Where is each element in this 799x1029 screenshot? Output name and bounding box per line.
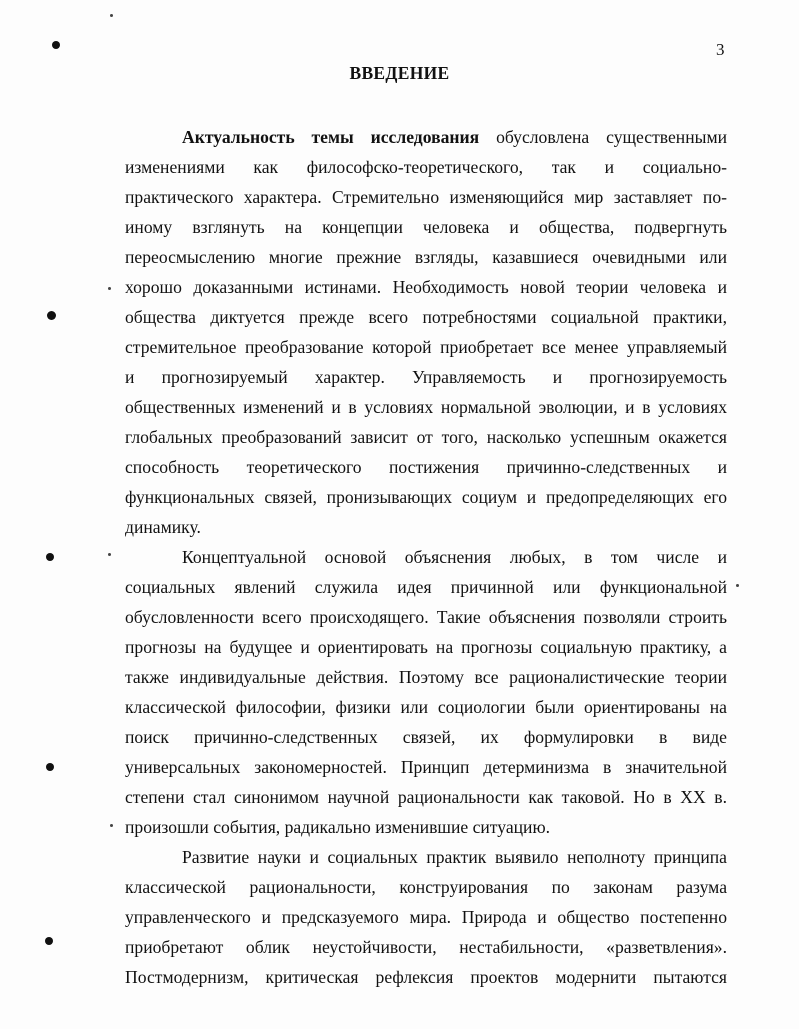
paragraph-1-line-1-rest: обусловлена существенными: [479, 127, 728, 147]
paragraph-3-line-1: Развитие науки и социальных практик выявило неполноту принципа: [182, 847, 727, 867]
paragraph-2-line-5: также индивидуальные действия. Поэтому все рационалистические теории: [125, 667, 727, 687]
paragraph-1-line-1: [182, 126, 727, 148]
paragraph-2-line-1: Концептуальной основой объяснения любых, в том числе и: [182, 547, 727, 567]
paragraph-1-line-7: общества диктуется прежде всего потребностями социальной практики,: [125, 307, 727, 327]
paragraph-2-line-10: произошли события, радикально изменившие ситуацию.: [125, 817, 551, 837]
scan-mark: [46, 763, 54, 771]
scan-speck: [110, 824, 113, 827]
paragraph-3-line-5: Постмодернизм, критическая рефлексия проектов модернити пытаются: [125, 967, 727, 987]
paragraph-1-line-6: хорошо доказанными истинами. Необходимость новой теории человека и: [125, 277, 727, 297]
paragraph-1-line-11: глобальных преобразований зависит от того, насколько успешным окажется: [125, 427, 727, 447]
paragraph-1-line-2: изменениями как философско-теоретического, так и социально-: [125, 157, 727, 177]
paragraph-1-line-4: иному взглянуть на концепции человека и общества, подвергнуть: [125, 217, 727, 237]
topic-relevance-term: Актуальность темы исследования: [182, 127, 480, 147]
paragraph-2-line-6: классической философии, физики или социологии были ориентированы на: [125, 697, 727, 717]
paragraph-1-line-9: и прогнозируемый характер. Управляемость и прогнозируемость: [125, 367, 727, 387]
scan-mark: [45, 937, 53, 945]
scan-speck: [108, 287, 111, 290]
paragraph-1-line-3: практического характера. Стремительно изменяющийся мир заставляет по-: [125, 187, 727, 207]
paragraph-2-line-4: прогнозы на будущее и ориентировать на прогнозы социальную практику, а: [125, 637, 727, 657]
paragraph-1-line-12: способность теоретического постижения причинно-следственных и: [125, 457, 727, 477]
scan-speck: [110, 14, 113, 17]
paragraph-1-line-10: общественных изменений и в условиях нормальной эволюции, и в условиях: [125, 397, 727, 417]
paragraph-1-line-5: переосмыслению многие прежние взгляды, казавшиеся очевидными или: [125, 247, 727, 267]
paragraph-1-line-13: функциональных связей, пронизывающих социум и предопределяющих его: [125, 487, 727, 507]
scan-speck: [108, 553, 111, 556]
scan-mark: [47, 311, 56, 320]
paragraph-2-line-3: обусловленности всего происходящего. Такие объяснения позволяли строить: [125, 607, 727, 627]
paragraph-2-line-7: поиск причинно-следственных связей, их формулировки в виде: [125, 727, 727, 747]
paragraph-1-line-8: стремительное преобразование которой приобретает все менее управляемый: [125, 337, 727, 357]
scan-mark: [52, 41, 60, 49]
paragraph-3-line-2: классической рациональности, конструирования по законам разума: [125, 877, 727, 897]
paragraph-3-line-4: приобретают облик неустойчивости, нестабильности, «разветвления».: [125, 937, 727, 957]
paragraph-3-line-3: управленческого и предсказуемого мира. Природа и общество постепенно: [125, 907, 727, 927]
page-title: ВВЕДЕНИЕ: [349, 63, 450, 83]
paragraph-1-line-14: динамику.: [125, 517, 201, 537]
scan-mark: [46, 553, 54, 561]
page-number: 3: [716, 40, 725, 59]
scan-speck: [736, 584, 739, 587]
paragraph-2-line-8: универсальных закономерностей. Принцип детерминизма в значительной: [125, 757, 727, 777]
paragraph-2-line-2: социальных явлений служила идея причинной или функциональной: [125, 577, 727, 597]
paragraph-2-line-9: степени стал синонимом научной рациональности как таковой. Но в XX в.: [125, 787, 727, 807]
